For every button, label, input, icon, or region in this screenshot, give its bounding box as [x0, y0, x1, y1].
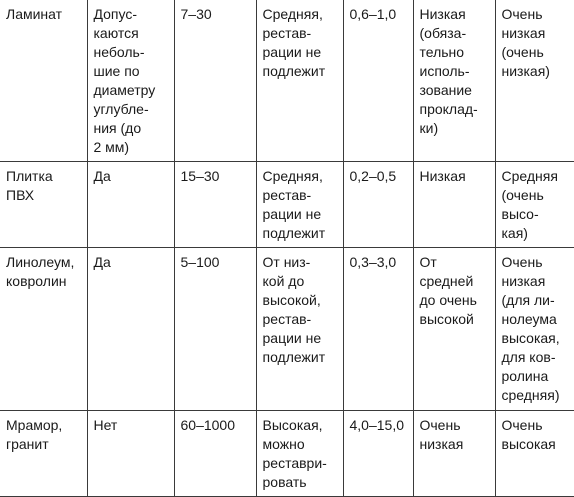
- cell-material: Мрамор, гранит: [0, 411, 87, 497]
- cell-material: Плитка ПВХ: [0, 162, 87, 248]
- cell-material: Линолеум, ковролин: [0, 248, 87, 411]
- cell-repairability: Средняя, рестав- рации не подлежит: [256, 162, 343, 248]
- cell-thermal: 0,2–0,5: [343, 162, 413, 248]
- cell-repairability: Средняя, рестав- рации не подлежит: [256, 0, 343, 162]
- cell-thermal: 0,3–3,0: [343, 248, 413, 411]
- cell-service-life: 15–30: [174, 162, 256, 248]
- cell-wet-cleaning: Нет: [87, 411, 174, 497]
- cell-noise: Низкая (обяза- тельно исполь- зование проклад- ки): [413, 0, 495, 162]
- cell-service-life: 60–1000: [174, 411, 256, 497]
- table-row-laminate: [0, 0, 574, 162]
- cell-noise: Низкая: [413, 162, 495, 248]
- cell-service-life: 5–100: [174, 248, 256, 411]
- cell-thermal: 0,6–1,0: [343, 0, 413, 162]
- cell-repairability: Высокая, можно реставри- ровать: [256, 411, 343, 497]
- cell-slip: Очень низкая (очень низкая): [495, 0, 574, 162]
- cell-wet-cleaning: Допус- каются неболь- шие по диаметру углубле- ния (до 2 мм): [87, 0, 174, 162]
- cell-noise: От средней до очень высокой: [413, 248, 495, 411]
- table-row-pvc-tile: [0, 162, 574, 248]
- cell-thermal: 4,0–15,0: [343, 411, 413, 497]
- cell-slip: Средняя (очень высо- кая): [495, 162, 574, 248]
- cell-slip: Очень низкая (для ли- нолеума высокая, для ков- ролина средняя): [495, 248, 574, 411]
- cell-service-life: 7–30: [174, 0, 256, 162]
- cell-material: Ламинат: [0, 0, 87, 162]
- cell-repairability: От низ- кой до высокой, рестав- рации не подлежит: [256, 248, 343, 411]
- table-row-linoleum-carpet: [0, 248, 574, 411]
- cell-wet-cleaning: Да: [87, 248, 174, 411]
- cell-slip: Очень высокая: [495, 411, 574, 497]
- cell-noise: Очень низкая: [413, 411, 495, 497]
- cell-wet-cleaning: Да: [87, 162, 174, 248]
- table-row-marble-granite: [0, 411, 574, 497]
